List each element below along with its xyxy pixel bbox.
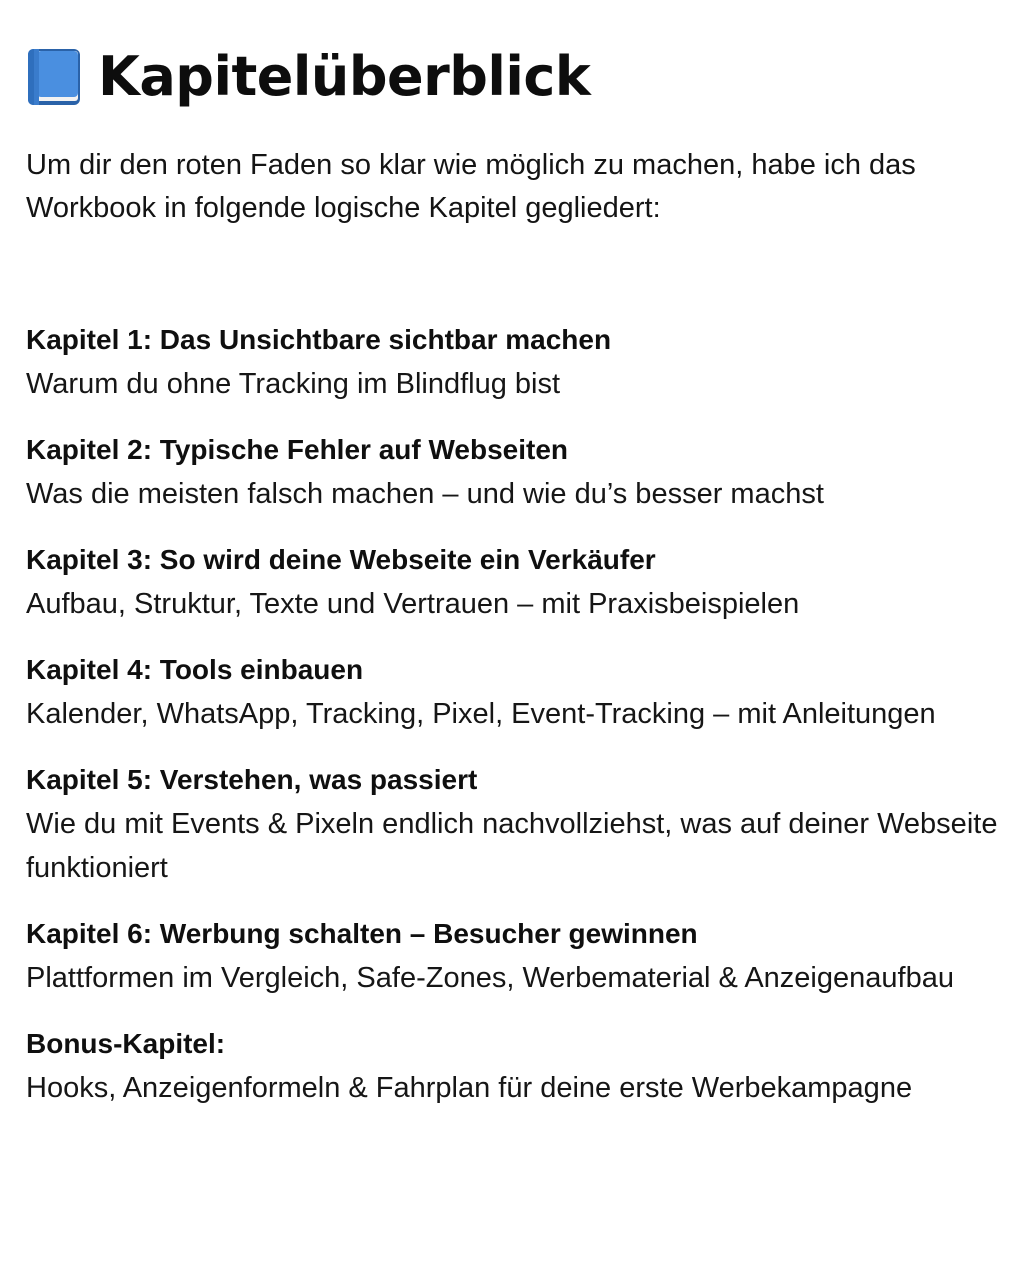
header xyxy=(26,40,998,114)
chapter-heading: Kapitel 4: Tools einbauen xyxy=(26,654,364,685)
chapter-item xyxy=(26,318,998,406)
chapter-description: Plattformen im Vergleich, Safe-Zones, Werbematerial & Anzeigenaufbau xyxy=(26,962,954,994)
page-title: Kapitelüberblick xyxy=(98,45,591,108)
chapter-item xyxy=(26,758,998,890)
chapter-heading: Kapitel 6: Werbung schalten – Besucher gewinnen xyxy=(26,918,698,949)
chapter-heading: Kapitel 5: Verstehen, was passiert xyxy=(26,764,478,795)
intro-paragraph: Um dir den roten Faden so klar wie möglich zu machen, habe ich das Workbook in folgende logische Kapitel gegliedert: xyxy=(26,149,916,224)
bonus-chapter-item xyxy=(26,1022,998,1110)
chapter-description: Kalender, WhatsApp, Tracking, Pixel, Event-Tracking – mit Anleitungen xyxy=(26,698,936,730)
chapter-description: Wie du mit Events & Pixeln endlich nachvollziehst, was auf deiner Webseite funktioniert xyxy=(26,808,998,884)
chapter-list xyxy=(26,318,998,1110)
chapter-description: Warum du ohne Tracking im Blindflug bist xyxy=(26,368,561,400)
blue-book-icon xyxy=(26,47,82,107)
chapter-description: Was die meisten falsch machen – und wie du’s besser machst xyxy=(26,478,824,510)
chapter-description: Aufbau, Struktur, Texte und Vertrauen – mit Praxisbeispielen xyxy=(26,588,800,620)
chapter-heading: Kapitel 3: So wird deine Webseite ein Verkäufer xyxy=(26,544,656,575)
chapter-item xyxy=(26,648,998,736)
bonus-chapter-description: Hooks, Anzeigenformeln & Fahrplan für deine erste Werbekampagne xyxy=(26,1072,913,1104)
bonus-chapter-heading: Bonus-Kapitel: xyxy=(26,1028,226,1059)
chapter-item xyxy=(26,428,998,516)
chapter-item xyxy=(26,912,998,1000)
chapter-heading: Kapitel 1: Das Unsichtbare sichtbar machen xyxy=(26,324,612,355)
chapter-heading: Kapitel 2: Typische Fehler auf Webseiten xyxy=(26,434,568,465)
chapter-item xyxy=(26,538,998,626)
